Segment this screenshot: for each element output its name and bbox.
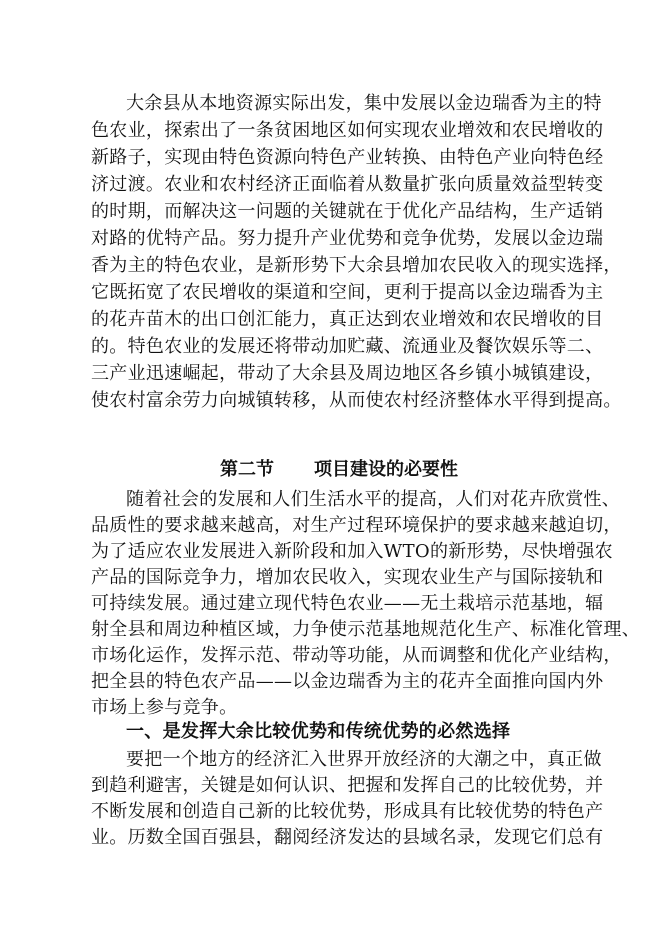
paragraph-1-line: 对路的优特产品。努力提升产业优势和竞争优势，发展以金边瑞 (91, 228, 604, 249)
paragraph-3-line: 不断发展和创造自己新的比较优势，形成具有比较优势的特色产 (91, 801, 604, 822)
paragraph-1-line: 香为主的特色农业，是新形势下大余县增加农民收入的现实选择， (91, 255, 622, 276)
section-number: 第二节 (220, 459, 274, 480)
paragraph-3-line: 到趋利避害，关键是如何认识、把握和发挥自己的比较优势，并 (91, 775, 604, 796)
paragraph-1-line: 三产业迅速崛起，带动了大余县及周边地区各乡镇小城镇建设， (91, 363, 604, 384)
paragraph-3-line: 要把一个地方的经济汇入世界开放经济的大潮之中，真正做 (126, 749, 602, 770)
paragraph-1-line: 大余县从本地资源实际出发，集中发展以金边瑞香为主的特 (126, 93, 602, 114)
paragraph-1-line: 它既拓宽了农民增收的渠道和空间，更利于提高以金边瑞香为主 (91, 282, 604, 303)
paragraph-2-line: 把全县的特色农产品——以金边瑞香为主的花卉全面推向国内外 (91, 671, 604, 692)
paragraph-1-line: 的花卉苗木的出口创汇能力，真正达到农业增效和农民增收的目 (91, 309, 604, 330)
section-heading (220, 456, 458, 484)
subheading: 一、是发挥大余比较优势和传统优势的必然选择 (126, 721, 511, 742)
paragraph-1-line: 济过渡。农业和农村经济正面临着从数量扩张向质量效益型转变 (91, 174, 604, 195)
paragraph-2-line: 随着社会的发展和人们生活水平的提高，人们对花卉欣赏性、 (126, 489, 621, 510)
paragraph-2-line: 市场上参与竞争。 (91, 697, 238, 718)
paragraph-2-line: 射全县和周边种植区域，力争使示范基地规范化生产、标准化管理、 (91, 619, 640, 640)
paragraph-1-line: 的。特色农业的发展还将带动加贮藏、流通业及餐饮娱乐等二、 (91, 336, 604, 357)
paragraph-1-line: 新路子，实现由特色资源向特色产业转换、由特色产业向特色经 (91, 147, 604, 168)
paragraph-1-line: 色农业，探索出了一条贫困地区如何实现农业增效和农民增收的 (91, 120, 604, 141)
paragraph-2-line: 可持续发展。通过建立现代特色农业——无土栽培示范基地，辐 (91, 593, 604, 614)
paragraph-2-line: 市场化运作，发挥示范、带动等功能，从而调整和优化产业结构， (91, 645, 622, 666)
paragraph-2-line: 为了适应农业发展进入新阶段和加入WTO的新形势，尽快增强农 (91, 541, 613, 562)
paragraph-1-line: 使农村富余劳力向城镇转移，从而使农村经济整体水平得到提高。 (91, 390, 622, 411)
paragraph-3-line: 业。历数全国百强县，翻阅经济发达的县域名录，发现它们总有 (91, 827, 604, 848)
section-title: 项目建设的必要性 (314, 459, 458, 480)
paragraph-2-line: 产品的国际竞争力，增加农民收入，实现农业生产与国际接轨和 (91, 567, 604, 588)
paragraph-1-line: 的时期，而解决这一问题的关键就在于优化产品结构，生产适销 (91, 201, 604, 222)
paragraph-2-line: 品质性的要求越来越高，对生产过程环境保护的要求越来越迫切， (91, 515, 622, 536)
